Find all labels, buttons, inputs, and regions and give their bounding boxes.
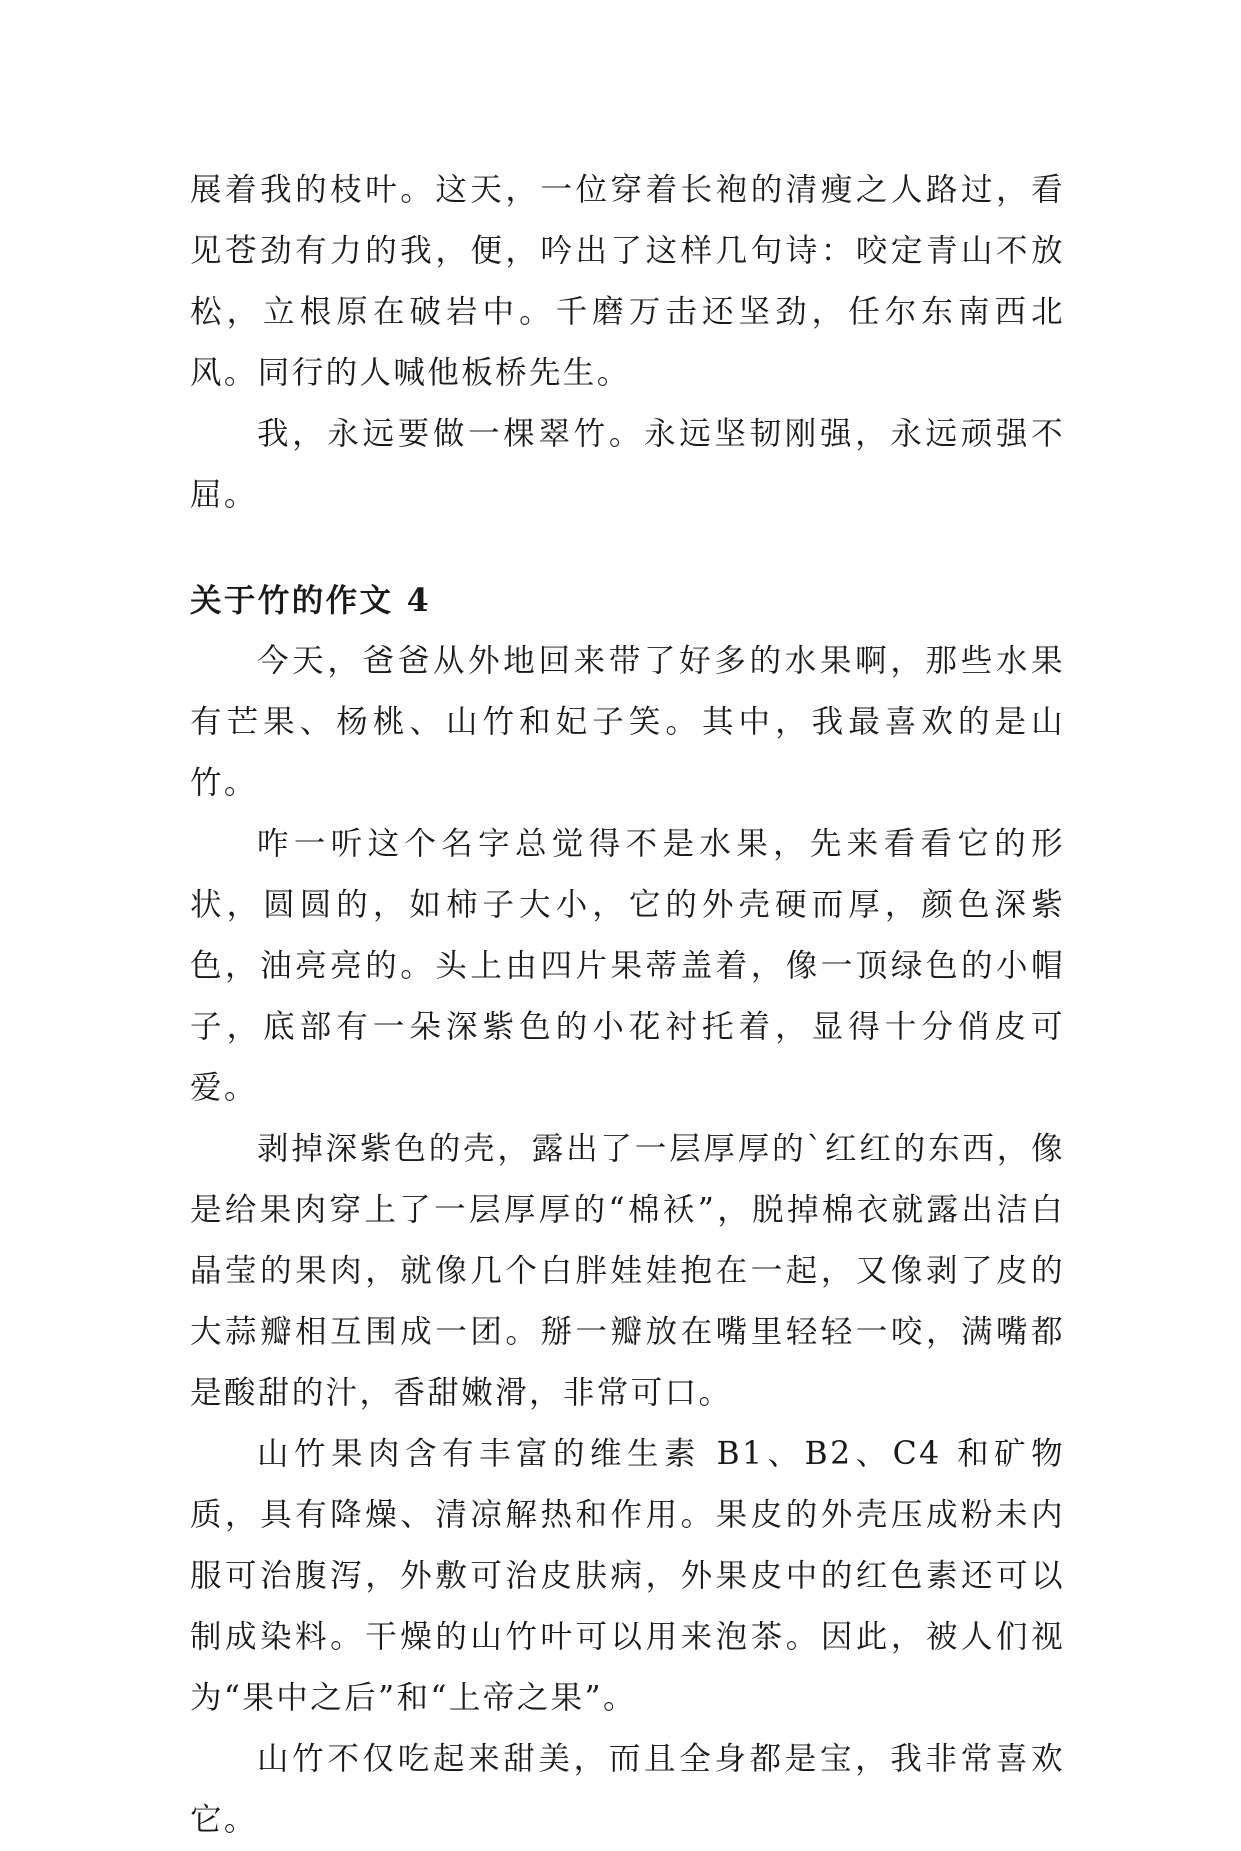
paragraph: 今天，爸爸从外地回来带了好多的水果啊，那些水果有芒果、杨桃、山竹和妃子笑。其中，我最喜欢的是山竹。 <box>190 643 1065 801</box>
page-content <box>190 160 1065 1851</box>
essay-title: 关于竹的作文 4 <box>190 582 432 619</box>
paragraph: 我，永远要做一棵翠竹。永远坚韧刚强，永远顽强不屈。 <box>190 416 1065 513</box>
paragraph: 咋一听这个名字总觉得不是水果，先来看看它的形状，圆圆的，如柿子大小，它的外壳硬而厚，颜色深紫色，油亮亮的。头上由四片果蒂盖着，像一顶绿色的小帽子，底部有一朵深紫色的小花衬托着，显得十分俏皮可爱。 <box>190 826 1065 1106</box>
paragraph: 展着我的枝叶。这天，一位穿着长袍的清瘦之人路过，看见苍劲有力的我，便，吟出了这样几句诗：咬定青山不放松，立根原在破岩中。千磨万击还坚劲，任尔东南西北风。同行的人喊他板桥先生。 <box>190 172 1065 391</box>
paragraph: 剥掉深紫色的壳，露出了一层厚厚的`红红的东西，像是给果肉穿上了一层厚厚的“棉袄”，脱掉棉衣就露出洁白晶莹的果肉，就像几个白胖娃娃抱在一起，又像剥了皮的大蒜瓣相互围成一团。掰一瓣放在嘴里轻轻一咬，满嘴都是酸甜的汁，香甜嫩滑，非常可口。 <box>190 1131 1065 1411</box>
paragraph: 山竹不仅吃起来甜美，而且全身都是宝，我非常喜欢它。 <box>190 1741 1065 1838</box>
section-gap <box>190 526 1065 570</box>
paragraph: 山竹果肉含有丰富的维生素 B1、B2、C4 和矿物质，具有降燥、清凉解热和作用。果皮的外壳压成粉未内服可治腹泻，外敷可治皮肤病，外果皮中的红色素还可以制成染料。干燥的山竹叶可以用来泡茶。因此，被人们视为“果中之后”和“上帝之果”。 <box>190 1436 1065 1716</box>
